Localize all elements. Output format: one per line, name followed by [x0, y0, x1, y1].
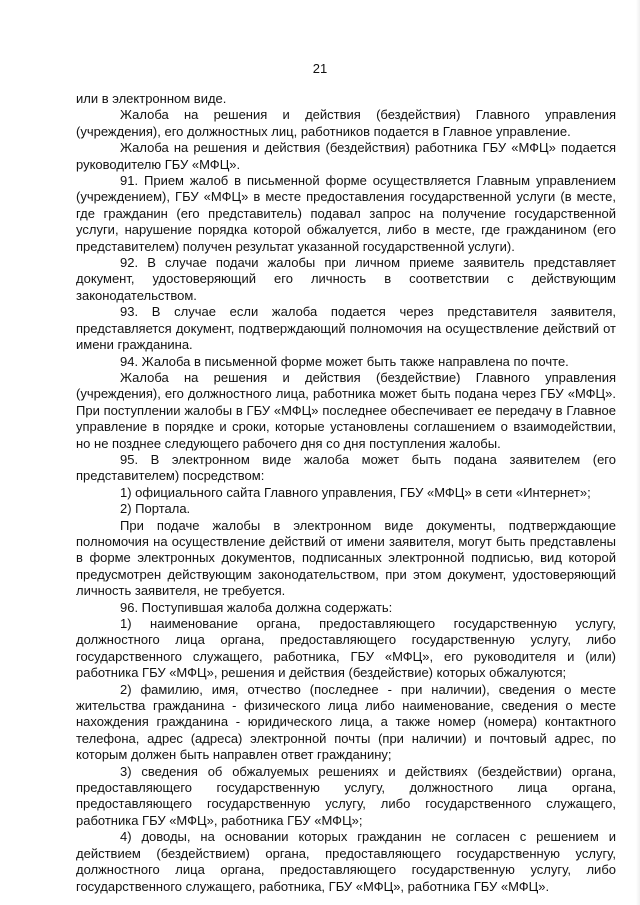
paragraph-item-94: 94. Жалоба в письменной форме может быть также направлена по почте. — [120, 353, 569, 369]
paragraph: или в электронном виде. — [76, 91, 227, 106]
paragraph-item-93: 93. В случае если жалоба подается через представителя заявителя, представляется документ, подтверждающий полномочия на осуществление действий от имени гражданина. — [76, 304, 616, 353]
list-item: 4) доводы, на основании которых гражданин не согласен с решением и действием (бездействием) органа, предоставляющего государственную услугу, должностного лица органа, предоставляющего государственную услугу, либо государственного служащего, работника, ГБУ «МФЦ», работника ГБУ «МФЦ». — [76, 829, 616, 894]
page-number: 21 — [312, 61, 328, 76]
paragraph: Жалоба на решения и действия (бездействия) работника ГБУ «МФЦ» подается руководителю ГБУ «МФЦ». — [76, 140, 616, 172]
paragraph-item-92: 92. В случае подачи жалобы при личном приеме заявитель представляет документ, удостоверяющий его личность в соответствии с действующим законодательством. — [76, 255, 616, 303]
list-item: 2) фамилию, имя, отчество (последнее - при наличии), сведения о месте жительства гражданина - физического лица либо наименование, сведения о месте нахождения гражданина - юридического лица, а также номер (номера) контактного телефона, адрес (адреса) электронной почты (при наличии) и почтовый адрес, по которым должен быть направлен ответ гражданину; — [76, 681, 616, 763]
paragraph-item-96: 96. Поступившая жалоба должна содержать: — [120, 599, 393, 615]
paragraph: Жалоба на решения и действия (бездействие) Главного управления (учреждения), его должностного лица, работника может быть подана через ГБУ «МФЦ». При поступлении жалобы в ГБУ «МФЦ» последнее обеспечивает ее передачу в Главное управление в порядке и сроки, которые установлены соглашением о взаимодействии, но не позднее следующего рабочего дня со дня поступления жалобы. — [76, 369, 616, 451]
list-item: 1) официального сайта Главного управления, ГБУ «МФЦ» в сети «Интернет»; — [120, 484, 591, 500]
paragraph-item-95: 95. В электронном виде жалоба может быть подана заявителем (его представителем) посредством: — [76, 451, 616, 484]
paragraph-item-91: 91. Прием жалоб в письменной форме осуществляется Главным управлением (учреждением), ГБУ «МФЦ» в месте предоставления государственной услуги (в месте, где гражданин (его представитель) подавал запрос на получение государственной услуги, нарушение порядка которой обжалуется, либо в месте, где гражданином (его представителем) получен результат указанной государственной услуги). — [76, 173, 616, 254]
list-item: 1) наименование органа, предоставляющего государственную услугу, должностного лица органа, предоставляющего государственную услугу, либо государственного служащего, работника, ГБУ «МФЦ», его руководителя и (или) работника ГБУ «МФЦ», решения и действия (бездействие) которых обжалуются; — [76, 616, 616, 681]
list-item: 2) Портала. — [120, 501, 191, 517]
paragraph: Жалоба на решения и действия (бездействия) Главного управления (учреждения), его должностных лиц, работников подается в Главное управление. — [76, 107, 616, 139]
list-item: 3) сведения об обжалуемых решениях и действиях (бездействии) органа, предоставляющего государственную услугу, должностного лица органа, предоставляющего государственную услугу, либо государственного служащего, работника ГБУ «МФЦ», работника ГБУ «МФЦ»; — [76, 763, 616, 828]
document-body — [76, 91, 616, 895]
paragraph: При подаче жалобы в электронном виде документы, подтверждающие полномочия на осуществление действий от имени заявителя, могут быть представлены в форме электронных документов, подписанных электронной подписью, вид которой предусмотрен действующим законодательством, при этом документ, удостоверяющий личность заявителя, не требуется. — [76, 517, 616, 599]
scan-edge-shadow — [636, 0, 640, 905]
